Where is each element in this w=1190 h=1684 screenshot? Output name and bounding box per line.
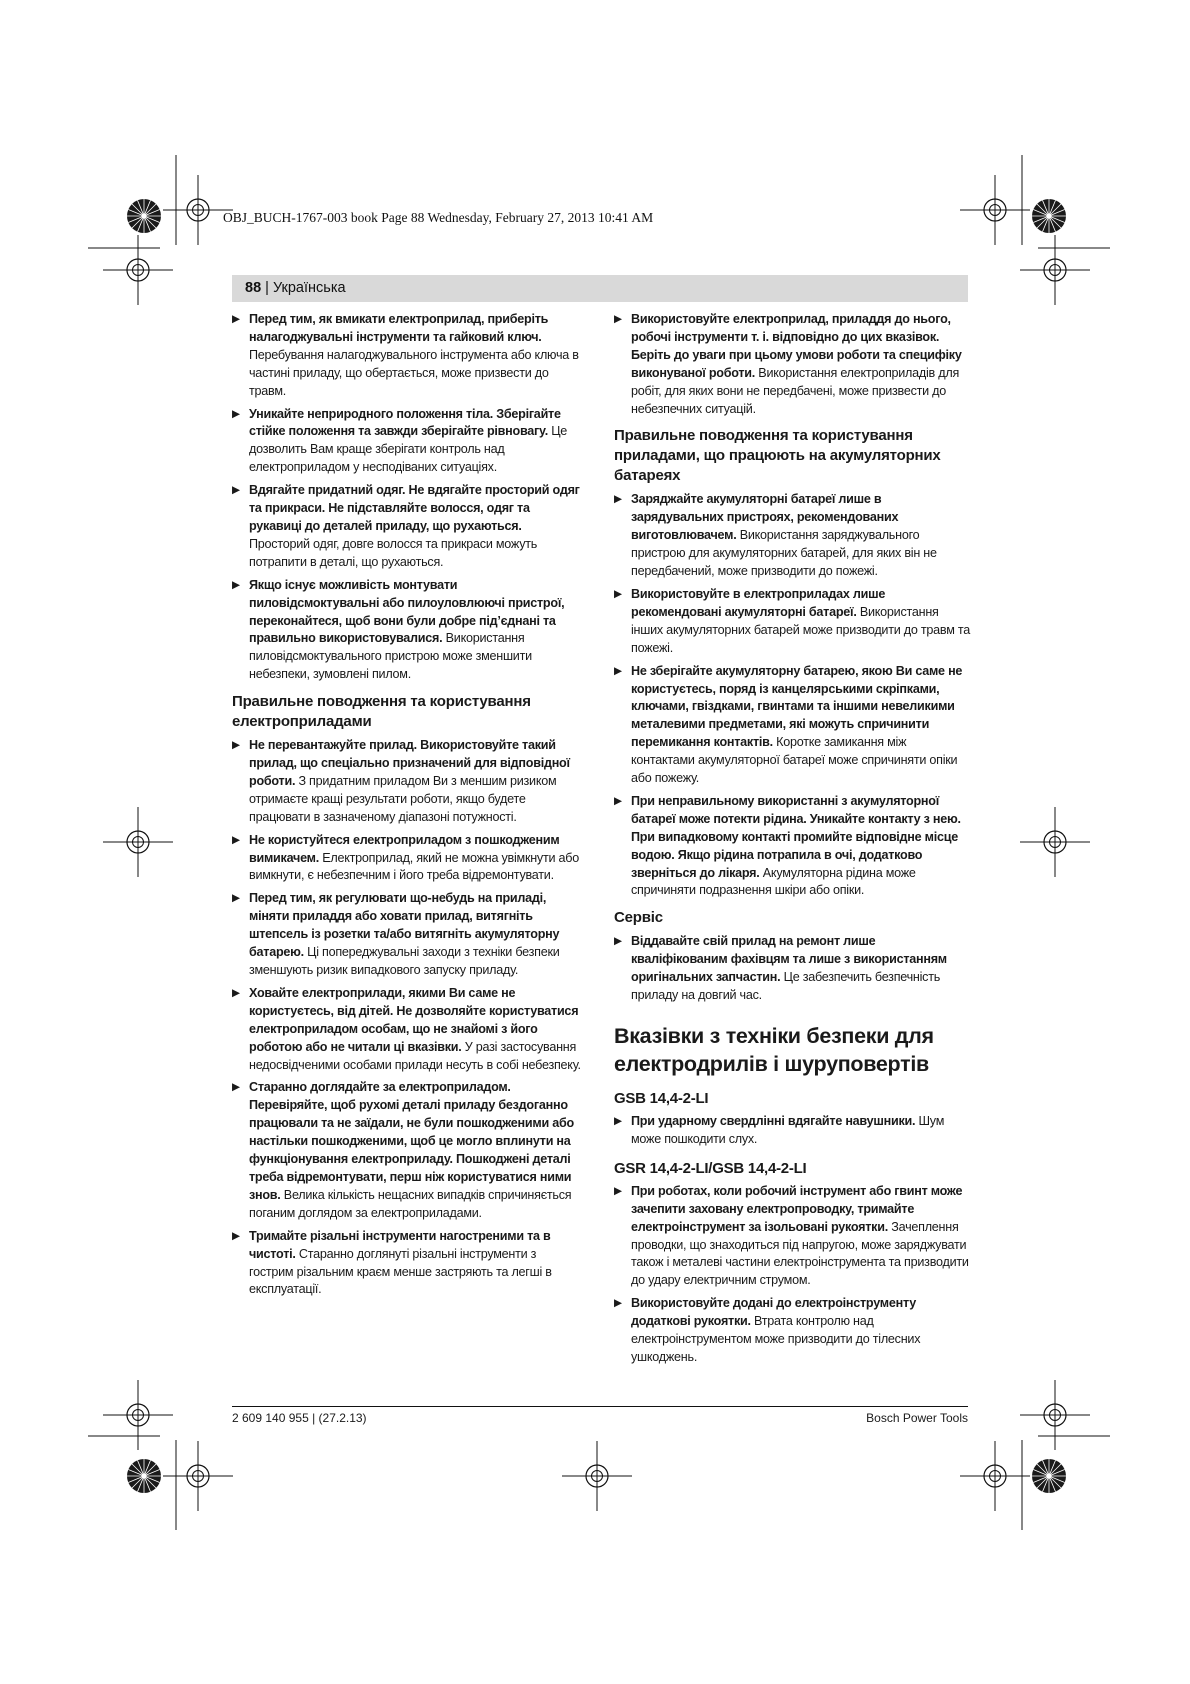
starburst-icon — [1032, 1459, 1066, 1493]
item-text: Велика кількість нещасних випадків спричиняється поганим доглядом за електроприладами. — [249, 1187, 572, 1220]
list-item — [232, 1228, 582, 1300]
crosshair-icon — [1020, 235, 1090, 305]
item-text: Використання заряджувального пристрою для акумуляторних батарей, для яких він не передбачений, може призводити до пожежі. — [631, 528, 937, 579]
item-bold-text: Не користуйтеся електроприладом з пошкодженим вимикачем. — [249, 832, 560, 865]
main-heading: Вказівки з техніки безпеки для електродрилів і шуруповертів — [614, 1024, 934, 1076]
triangle-right-icon: ▶ — [232, 986, 240, 999]
footer-doc-number: 2 609 140 955 | (27.2.13) — [232, 1411, 367, 1425]
item-text: Ці попереджувальні заходи з техніки безпеки зменшують ризик випадкового запуску приладу. — [249, 945, 560, 977]
triangle-right-icon: ▶ — [614, 1297, 622, 1310]
triangle-right-icon: ▶ — [232, 739, 240, 752]
left-column — [232, 311, 582, 1304]
item-text: Зачеплення проводки, що знаходиться під напругою, може заряджувати також і металеві частини електроінструмента та призводити до удару електричним струмом. — [631, 1219, 969, 1288]
starburst-icon — [127, 199, 161, 233]
list-item — [614, 311, 970, 418]
bullet-list — [614, 491, 970, 900]
crosshair-icon — [103, 807, 173, 877]
triangle-right-icon: ▶ — [232, 407, 240, 420]
list-item — [614, 491, 970, 581]
header-language: Українська — [272, 280, 346, 296]
bullet-list — [614, 311, 970, 418]
bullet-list — [614, 1113, 970, 1149]
item-text: Шум може пошкодити слух. — [631, 1114, 945, 1146]
item-bold-text: При ударному свердлінні вдягайте навушники. — [631, 1114, 916, 1128]
model-heading: GSR 14,4-2-LI/GSB 14,4-2-LI — [614, 1159, 807, 1177]
crosshair-icon — [562, 1441, 632, 1511]
list-item — [232, 1079, 582, 1222]
item-text: Просторий одяг, довге волосся та прикраси можуть потрапити в деталі, що рухаються. — [249, 536, 538, 569]
item-text: У разі застосування недосвідченими особами прилади несуть в собі небезпеку. — [249, 1039, 581, 1072]
triangle-right-icon: ▶ — [614, 493, 622, 506]
item-text: Перебування налагоджувального інструмента або ключа в частині приладу, що обертається, може призвести до травм. — [249, 347, 579, 398]
list-item — [232, 985, 582, 1075]
item-bold-text: Вдягайте придатний одяг. Не вдягайте просторий одяг та прикраси. Не підставляйте волосся, одяг та рукавиці до деталей приладу, що рухаються. — [249, 483, 580, 533]
crosshair-icon — [1020, 1380, 1090, 1450]
list-item — [232, 577, 582, 684]
item-bold-text: Використовуйте додані до електроінструменту додаткові рукоятки. — [631, 1296, 916, 1329]
triangle-right-icon: ▶ — [614, 794, 622, 807]
crosshair-icon — [103, 235, 173, 305]
item-text: Акумуляторна рідина може спричиняти подразнення шкіри або опіки. — [631, 865, 916, 898]
triangle-right-icon: ▶ — [614, 587, 622, 600]
right-column — [614, 311, 970, 1372]
header-separator: | — [261, 280, 273, 296]
item-text: З придатним приладом Ви з меншим ризиком отримаєте кращі результати роботи, якщо будете працювати в зазначеному діапазоні потужності. — [249, 773, 557, 824]
page-number: 88 — [245, 280, 262, 296]
list-item — [232, 406, 582, 478]
crosshair-icon — [1020, 807, 1090, 877]
list-item — [614, 586, 970, 658]
triangle-right-icon: ▶ — [232, 1229, 240, 1242]
triangle-right-icon: ▶ — [614, 664, 622, 677]
triangle-right-icon: ▶ — [614, 1184, 622, 1197]
list-item — [614, 663, 970, 788]
list-item — [232, 482, 582, 572]
list-item — [614, 933, 970, 1005]
list-item — [614, 793, 970, 900]
item-text: Електроприлад, який не можна увімкнути або вимкнути, є небезпечним і його треба відремонтувати. — [249, 850, 579, 883]
item-text: Втрата контролю над електроінструментом може призводити до тілесних ушкоджень. — [631, 1314, 921, 1364]
item-bold-text: Якщо існує можливість монтувати пиловідсмоктувальні або пилоуловлюючі пристрої, переконайтеся, щоб вони були добре під’єднані та правильно використовувалися. — [249, 577, 565, 646]
bullet-list — [232, 737, 582, 1299]
item-text: Старанно доглянуті різальні інструменти з гострим різальним краєм менше застряють та легші в експлуатації. — [249, 1246, 552, 1297]
crosshair-icon — [103, 1380, 173, 1450]
item-bold-text: Перед тим, як регулювати що-небудь на приладі, міняти приладдя або ховати прилад, витягніть штепсель із розетки та/або витягніть акумуляторну батарею. — [249, 891, 560, 960]
item-bold-text: Заряджайте акумуляторні батареї лише в зарядувальних пристроях, рекомендованих виготовлювачем. — [631, 492, 899, 543]
item-bold-text: Перед тим, як вмикати електроприлад, приберіть налагоджувальні інструменти та гайковий ключ. — [249, 312, 549, 344]
print-slug: OBJ_BUCH-1767-003 book Page 88 Wednesday, February 27, 2013 10:41 AM — [223, 210, 654, 225]
triangle-right-icon: ▶ — [232, 484, 240, 497]
item-bold-text: Уникайте неприродного положення тіла. Зберігайте стійке положення та завжди зберігайте рівновагу. — [249, 406, 561, 439]
item-bold-text: При неправильному використанні з акумуляторної батареї може потекти рідина. Уникайте контакту з нею. При випадковому контакті промийте відповідне місце водою. Якщо рідина потрапила в очі, додатково зверніться до лікаря. — [631, 793, 961, 880]
triangle-right-icon: ▶ — [614, 935, 622, 948]
list-item — [614, 1295, 970, 1367]
item-text: Використання електроприладів для робіт, для яких вони не передбачені, може призвести до небезпечних ситуацій. — [631, 365, 960, 416]
bullet-list — [614, 1183, 970, 1367]
triangle-right-icon: ▶ — [232, 1081, 240, 1094]
item-bold-text: Використовуйте в електроприладах лише рекомендовані акумуляторні батареї. — [631, 586, 886, 619]
triangle-right-icon: ▶ — [614, 1115, 622, 1127]
bullet-list — [232, 311, 582, 684]
section-heading-battery: Правильне поводження та користування приладами, що працюють на акумуляторних батареях — [614, 427, 941, 485]
item-bold-text: Віддавайте свій прилад на ремонт лише кваліфікованим фахівцям та лише з використанням оригінальних запчастин. — [631, 934, 947, 985]
item-bold-text: Використовуйте електроприлад, приладдя до нього, робочі інструменти т. і. відповідно до цих вказівок. Беріть до уваги при цьому умови роботи та специфіку виконуваної роботи. — [631, 312, 962, 380]
item-bold-text: Не перевантажуйте прилад. Використовуйте такий прилад, що спеціально призначений для відповідної роботи. — [249, 738, 570, 788]
item-bold-text: При роботах, коли робочий інструмент або гвинт може зачепити заховану електропроводку, тримайте електроінструмент за ізольовані рукоятки. — [631, 1183, 963, 1234]
starburst-icon — [127, 1459, 161, 1493]
item-text: Це дозволить Вам краще зберігати контроль над електроприладом у несподіваних ситуаціях. — [249, 424, 568, 475]
footer-rule — [232, 1406, 968, 1407]
item-text: Коротке замикання між контактами акумуляторної батареї може спричиняти опіки або пожежу. — [631, 735, 958, 786]
item-bold-text: Ховайте електроприлади, якими Ви саме не користуєтесь, від дітей. Не дозволяйте користуватися електроприладом особам, що не знайомі з його роботою або не читали ці вказівки. — [249, 985, 579, 1054]
crosshair-icon — [960, 175, 1030, 245]
list-item — [614, 1113, 970, 1149]
page-header — [245, 280, 346, 296]
list-item — [232, 737, 582, 827]
list-item — [232, 832, 582, 886]
list-item — [614, 1183, 970, 1290]
model-heading: GSB 14,4-2-LI — [614, 1090, 709, 1107]
triangle-right-icon: ▶ — [232, 313, 240, 325]
item-text: Це забезпечить безпечність приладу на довгий час. — [631, 970, 941, 1003]
item-bold-text: Старанно доглядайте за електроприладом. Перевіряйте, щоб рухомі деталі приладу бездоганно працювали та не заїдали, не були пошкодженими або настільки пошкодженими, щоб це могло вплинути на функціонування електроприладу. Пошкоджені деталі треба відремонтувати, перш ніж користуватися ними знов. — [249, 1080, 574, 1202]
crosshair-icon — [163, 1441, 233, 1511]
bullet-list — [614, 933, 970, 1005]
list-item — [232, 311, 582, 401]
section-heading-service: Сервіс — [614, 909, 663, 927]
triangle-right-icon: ▶ — [232, 892, 240, 905]
list-item — [232, 890, 582, 980]
footer-brand: Bosch Power Tools — [866, 1411, 968, 1425]
starburst-icon — [1032, 199, 1066, 233]
item-text: Використання інших акумуляторних батарей може призводити до травм та пожежі. — [631, 604, 970, 655]
crosshair-icon — [960, 1441, 1030, 1511]
triangle-right-icon: ▶ — [232, 578, 240, 591]
item-bold-text: Не зберігайте акумуляторну батарею, якою Ви саме не користуєтесь, поряд із канцелярськими скріпками, ключами, гвіздками, гвинтами та іншими невеликими металевими предметами, які можуть спричинити перемикання контактів. — [631, 663, 963, 750]
section-heading: Правильне поводження та користування електроприладами — [232, 693, 531, 731]
item-text: Використання пиловідсмоктувального пристрою може зменшити небезпеки, зумовлені пилом. — [249, 631, 532, 682]
triangle-right-icon: ▶ — [614, 313, 622, 325]
triangle-right-icon: ▶ — [232, 833, 240, 846]
item-bold-text: Тримайте різальні інструменти нагостреними та в чистоті. — [249, 1228, 551, 1261]
